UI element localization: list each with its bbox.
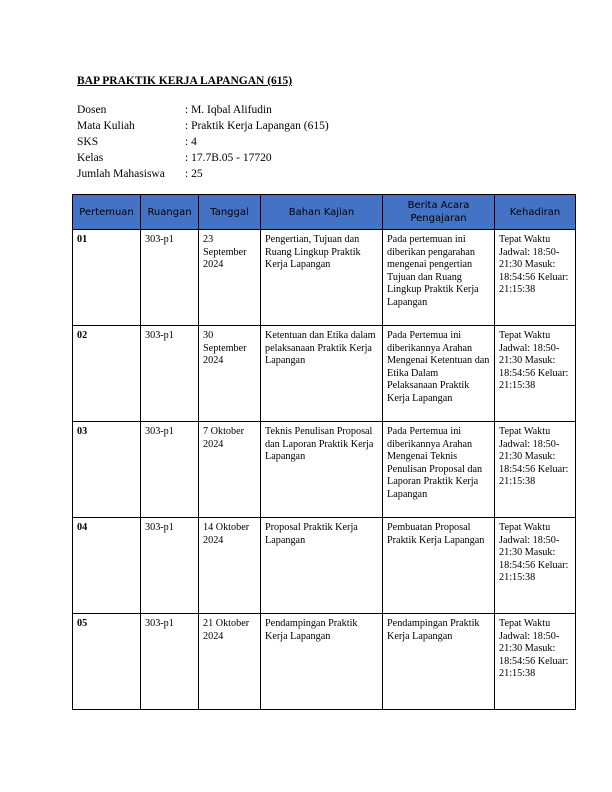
table-row <box>73 422 576 518</box>
cell-bahan-kajian: Pendampingan Praktik Kerja Lapangan <box>261 614 383 710</box>
cell-kehadiran: Tepat Waktu Jadwal: 18:50-21:30 Masuk: 18:54:56 Keluar: 21:15:38 <box>495 422 576 518</box>
table-row <box>73 518 576 614</box>
info-label: Dosen <box>77 104 107 116</box>
cell-kehadiran: Tepat Waktu Jadwal: 18:50-21:30 Masuk: 18:54:56 Keluar: 21:15:38 <box>495 614 576 710</box>
info-value: : Praktik Kerja Lapangan (615) <box>185 120 329 132</box>
cell-pertemuan: 03 <box>73 422 141 518</box>
cell-pertemuan: 01 <box>73 230 141 326</box>
info-value: : 25 <box>185 168 203 180</box>
header-bahan-kajian: Bahan Kajian <box>261 195 383 230</box>
header-tanggal: Tanggal <box>199 195 261 230</box>
document-title: BAP PRAKTIK KERJA LAPANGAN (615) <box>77 75 293 87</box>
cell-tanggal: 23 September 2024 <box>199 230 261 326</box>
cell-pertemuan: 02 <box>73 326 141 422</box>
info-row-sks <box>77 134 329 150</box>
cell-tanggal: 7 Oktober 2024 <box>199 422 261 518</box>
attendance-table <box>72 194 576 710</box>
info-value: : 17.7B.05 - 17720 <box>185 152 272 164</box>
info-value: : 4 <box>185 136 197 148</box>
cell-tanggal: 30 September 2024 <box>199 326 261 422</box>
cell-berita-acara: Pada Pertemua ini diberikannya Arahan Mengenai Teknis Penulisan Proposal dan Laporan Praktik Kerja Lapangan <box>383 422 495 518</box>
cell-kehadiran: Tepat Waktu Jadwal: 18:50-21:30 Masuk: 18:54:56 Keluar: 21:15:38 <box>495 326 576 422</box>
table-row <box>73 326 576 422</box>
info-row-dosen <box>77 102 329 118</box>
cell-berita-acara: Pendampingan Praktik Kerja Lapangan <box>383 614 495 710</box>
table-row <box>73 614 576 710</box>
cell-bahan-kajian: Proposal Praktik Kerja Lapangan <box>261 518 383 614</box>
table-row <box>73 230 576 326</box>
info-row-kelas <box>77 150 329 166</box>
info-label: Mata Kuliah <box>77 120 135 132</box>
cell-bahan-kajian: Ketentuan dan Etika dalam pelaksanaan Praktik Kerja Lapangan <box>261 326 383 422</box>
header-pertemuan: Pertemuan <box>73 195 141 230</box>
cell-ruangan: 303-p1 <box>141 230 199 326</box>
cell-tanggal: 21 Oktober 2024 <box>199 614 261 710</box>
info-label: Kelas <box>77 152 104 164</box>
cell-bahan-kajian: Teknis Penulisan Proposal dan Laporan Praktik Kerja Lapangan <box>261 422 383 518</box>
cell-berita-acara: Pada pertemuan ini diberikan pengarahan mengenai pengertian Tujuan dan Ruang Lingkup Praktik Kerja Lapangan <box>383 230 495 326</box>
cell-kehadiran: Tepat Waktu Jadwal: 18:50-21:30 Masuk: 18:54:56 Keluar: 21:15:38 <box>495 518 576 614</box>
cell-berita-acara: Pada Pertemua ini diberikannya Arahan Mengenai Ketentuan dan Etika Dalam Pelaksanaan Praktik Kerja Lapangan <box>383 326 495 422</box>
cell-kehadiran: Tepat Waktu Jadwal: 18:50-21:30 Masuk: 18:54:56 Keluar: 21:15:38 <box>495 230 576 326</box>
cell-ruangan: 303-p1 <box>141 326 199 422</box>
cell-pertemuan: 05 <box>73 614 141 710</box>
info-row-mata-kuliah <box>77 118 329 134</box>
header-berita-acara: Berita Acara Pengajaran <box>383 195 495 230</box>
info-value: : M. Iqbal Alifudin <box>185 104 272 116</box>
header-kehadiran: Kehadiran <box>495 195 576 230</box>
cell-ruangan: 303-p1 <box>141 518 199 614</box>
header-ruangan: Ruangan <box>141 195 199 230</box>
table-header-row <box>73 195 576 230</box>
cell-pertemuan: 04 <box>73 518 141 614</box>
info-label: Jumlah Mahasiswa <box>77 168 165 180</box>
cell-berita-acara: Pembuatan Proposal Praktik Kerja Lapangan <box>383 518 495 614</box>
course-info <box>77 102 329 182</box>
cell-ruangan: 303-p1 <box>141 614 199 710</box>
info-row-jumlah-mahasiswa <box>77 166 329 182</box>
cell-tanggal: 14 Oktober 2024 <box>199 518 261 614</box>
cell-ruangan: 303-p1 <box>141 422 199 518</box>
info-label: SKS <box>77 136 99 148</box>
cell-bahan-kajian: Pengertian, Tujuan dan Ruang Lingkup Praktik Kerja Lapangan <box>261 230 383 326</box>
